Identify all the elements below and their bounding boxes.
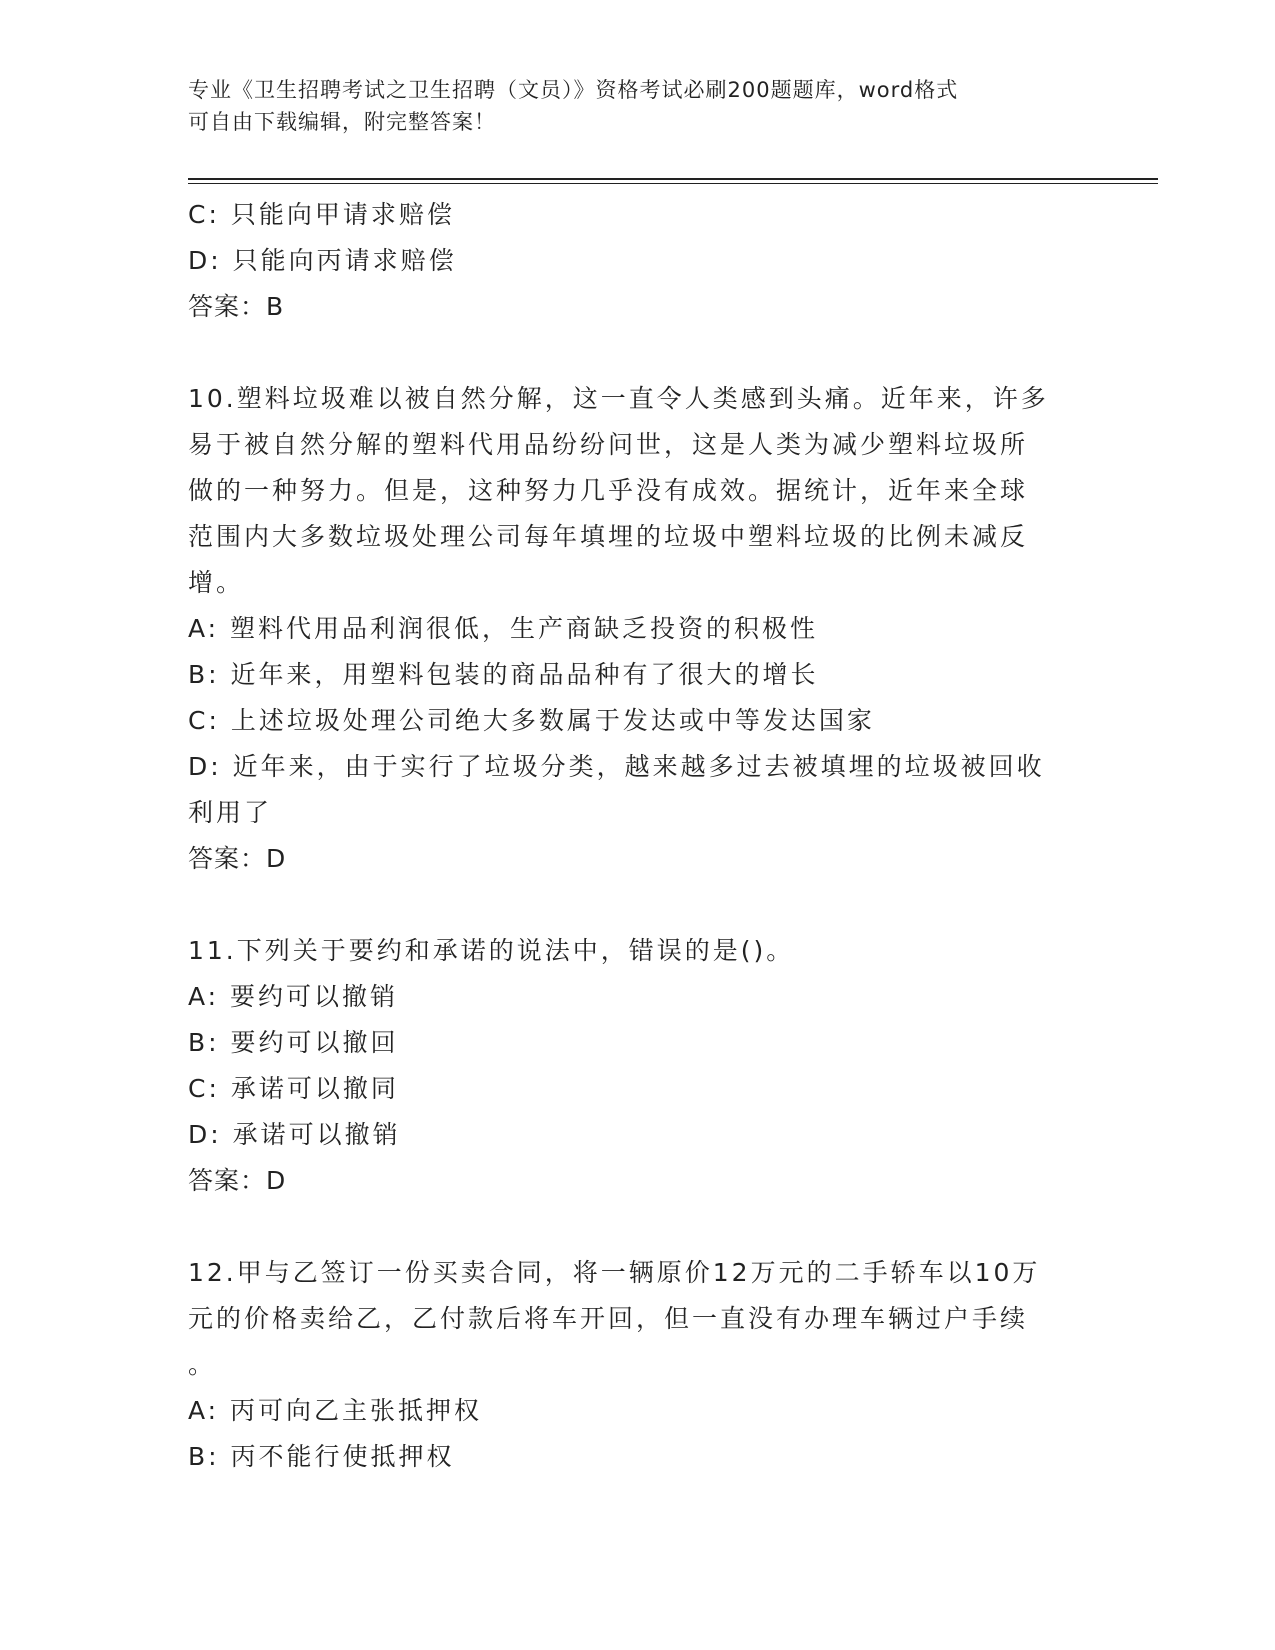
option-b: B: 丙不能行使抵押权 bbox=[188, 1442, 455, 1471]
option-d: D: 承诺可以撤销 bbox=[188, 1120, 401, 1149]
question-9-continuation bbox=[188, 192, 1088, 330]
option-b: B: 近年来，用塑料包装的商品品种有了很大的增长 bbox=[188, 660, 819, 689]
answer-line: 答案：D bbox=[188, 1166, 287, 1195]
option-a: A: 要约可以撤销 bbox=[188, 982, 399, 1011]
header-line-1: 专业《卫生招聘考试之卫生招聘（文员）》资格考试必刷200题题库，word格式 bbox=[188, 78, 959, 102]
header-divider-thick bbox=[188, 178, 1158, 180]
question-stem bbox=[188, 376, 1088, 606]
question-list bbox=[188, 192, 1088, 1480]
document-header bbox=[188, 74, 1088, 138]
stem-line: 。 bbox=[188, 1350, 217, 1379]
option-a: A: 丙可向乙主张抵押权 bbox=[188, 1396, 483, 1425]
question-10 bbox=[188, 376, 1088, 882]
stem-line: 10.塑料垃圾难以被自然分解，这一直令人类感到头痛。近年来，许多 bbox=[188, 384, 1049, 413]
option-b: B: 要约可以撤回 bbox=[188, 1028, 399, 1057]
header-line-2: 可自由下载编辑，附完整答案！ bbox=[188, 110, 496, 134]
header-divider-thin bbox=[188, 183, 1158, 184]
question-stem bbox=[188, 928, 1088, 974]
option-c: C: 上述垃圾处理公司绝大多数属于发达或中等发达国家 bbox=[188, 706, 875, 735]
option-a: A: 塑料代用品利润很低，生产商缺乏投资的积极性 bbox=[188, 614, 819, 643]
option-d: D: 只能向丙请求赔偿 bbox=[188, 246, 457, 275]
answer-line: 答案：B bbox=[188, 292, 285, 321]
stem-line: 范围内大多数垃圾处理公司每年填埋的垃圾中塑料垃圾的比例未减反 bbox=[188, 522, 1029, 551]
stem-line: 11.下列关于要约和承诺的说法中，错误的是()。 bbox=[188, 936, 795, 965]
answer-line: 答案：D bbox=[188, 844, 287, 873]
option-d-continuation: 利用了 bbox=[188, 798, 273, 827]
option-d: D: 近年来，由于实行了垃圾分类，越来越多过去被填埋的垃圾被回收 bbox=[188, 752, 1045, 781]
question-stem bbox=[188, 1250, 1088, 1388]
stem-line: 元的价格卖给乙，乙付款后将车开回，但一直没有办理车辆过户手续 bbox=[188, 1304, 1029, 1333]
question-12 bbox=[188, 1250, 1088, 1480]
question-11 bbox=[188, 928, 1088, 1204]
stem-line: 12.甲与乙签订一份买卖合同，将一辆原价12万元的二手轿车以10万 bbox=[188, 1258, 1041, 1287]
stem-line: 增。 bbox=[188, 568, 245, 597]
stem-line: 做的一种努力。但是，这种努力几乎没有成效。据统计，近年来全球 bbox=[188, 476, 1029, 505]
stem-line: 易于被自然分解的塑料代用品纷纷问世，这是人类为减少塑料垃圾所 bbox=[188, 430, 1029, 459]
option-c: C: 承诺可以撤同 bbox=[188, 1074, 399, 1103]
option-c: C: 只能向甲请求赔偿 bbox=[188, 200, 455, 229]
